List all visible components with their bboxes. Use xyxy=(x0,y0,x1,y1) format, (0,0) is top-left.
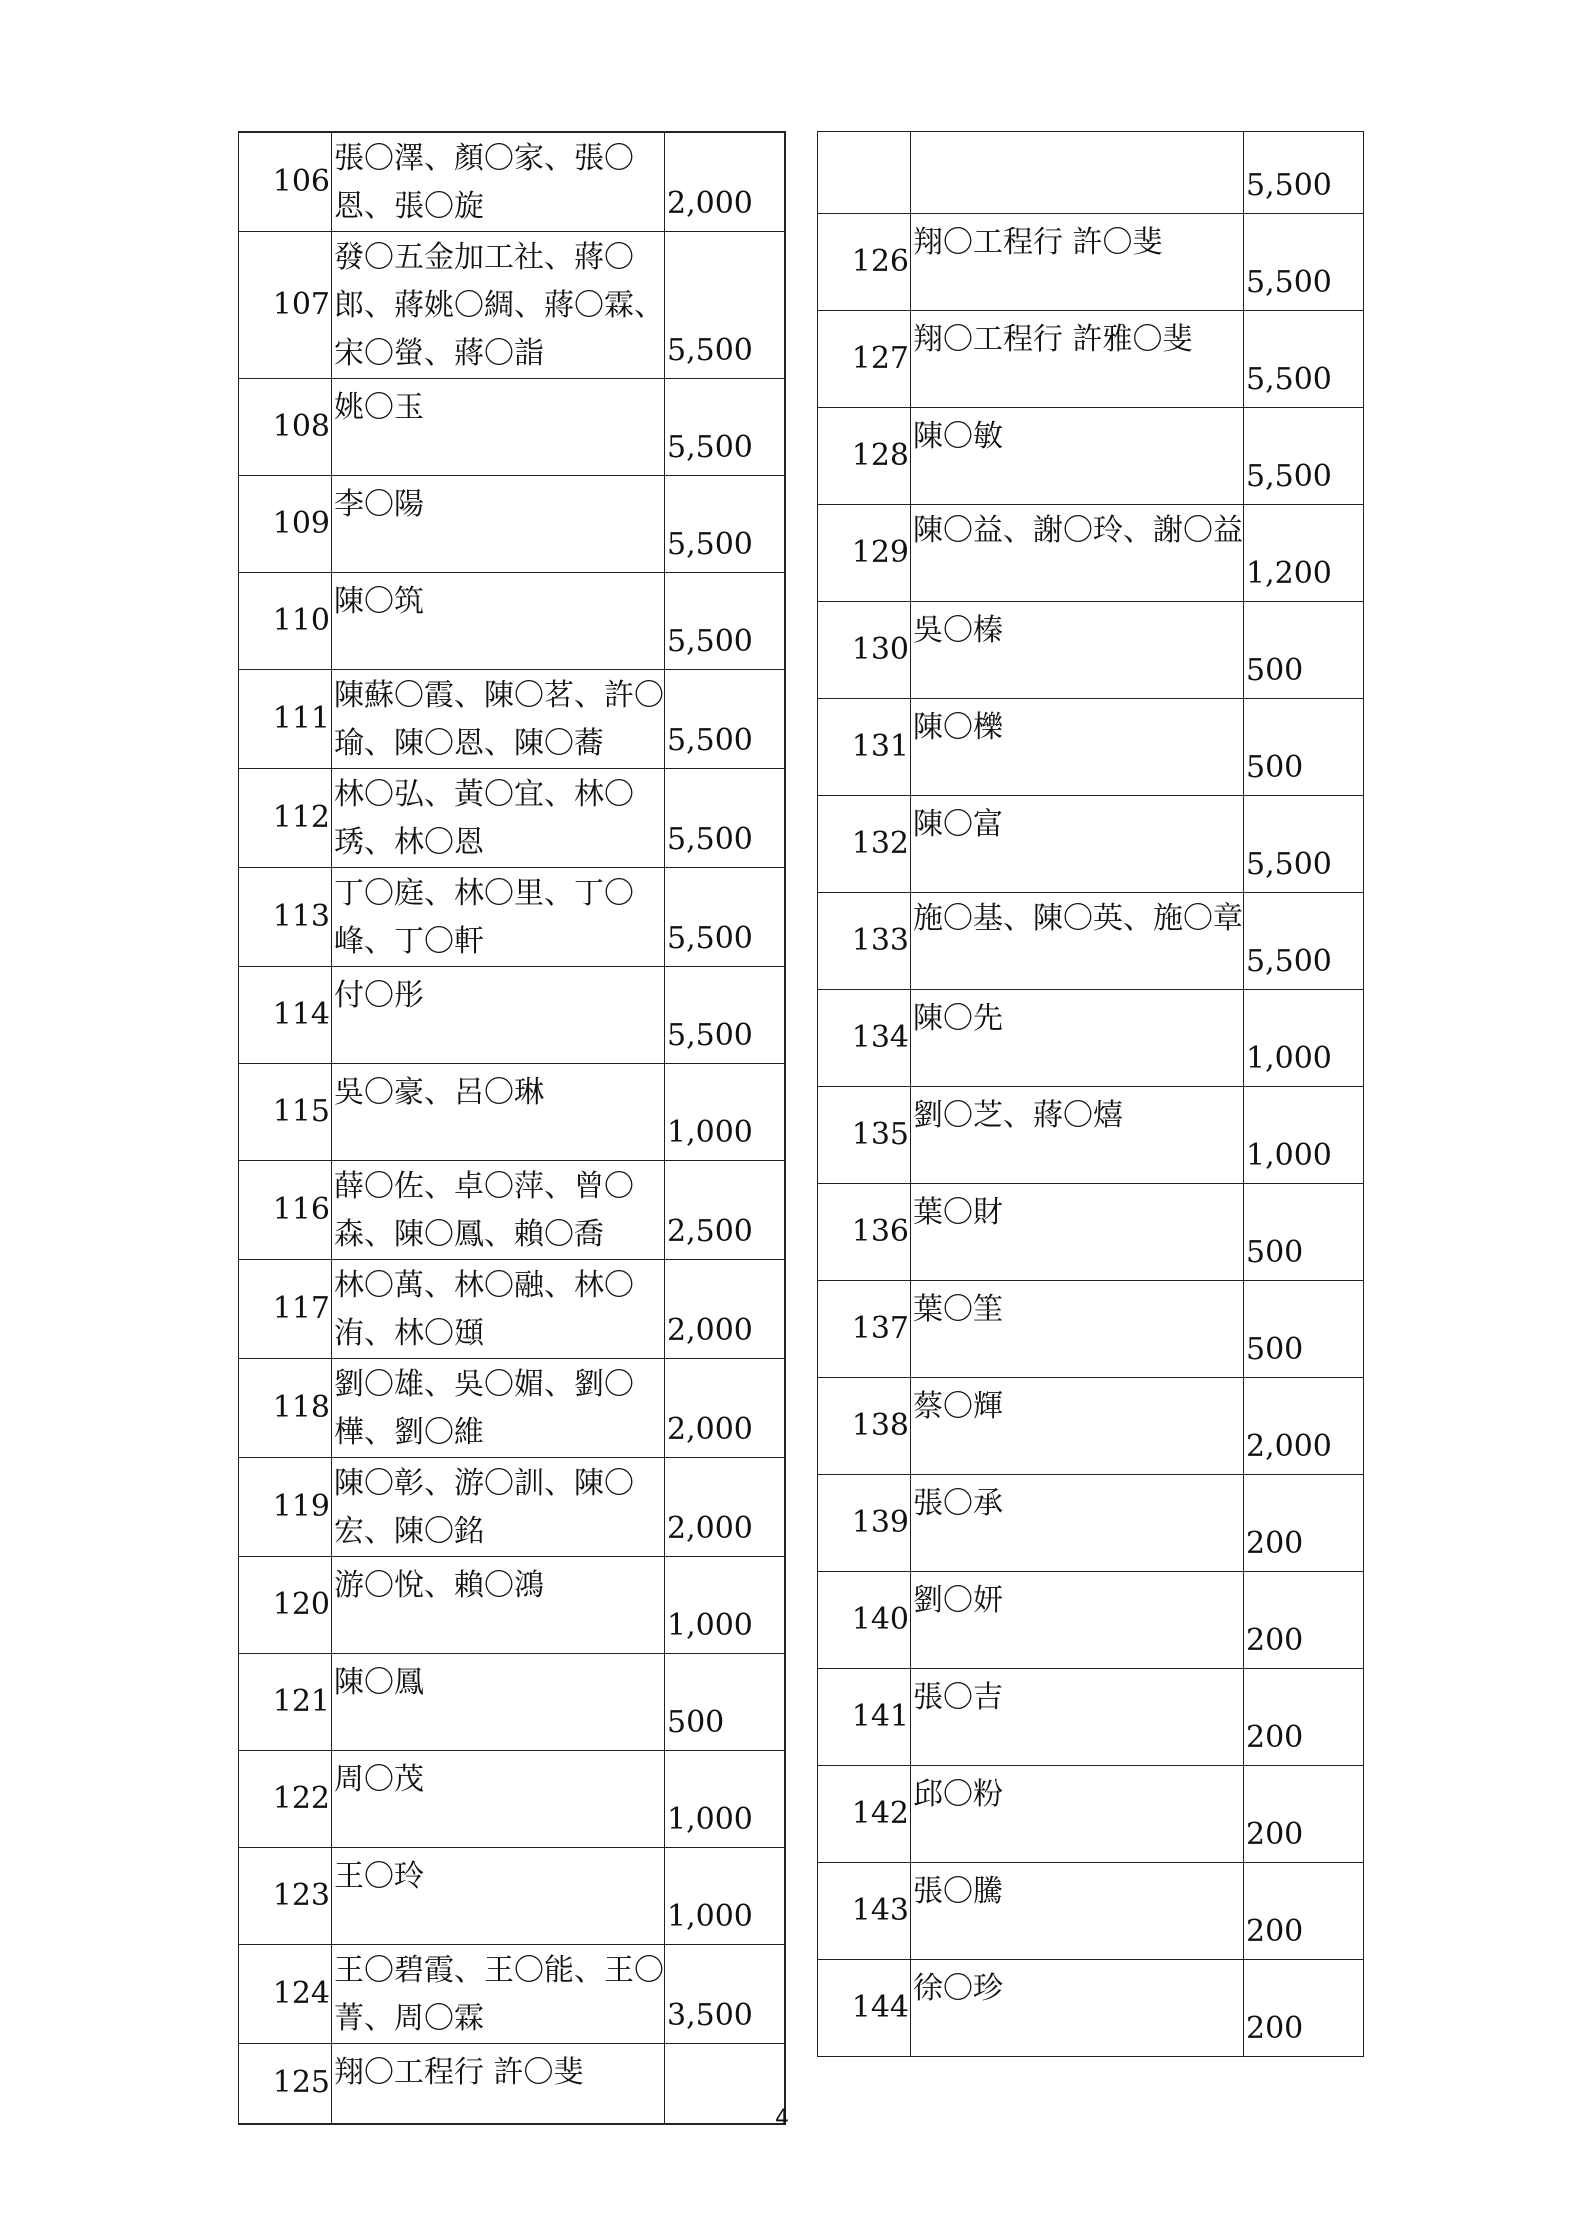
donor-names: 周〇茂 xyxy=(332,1751,665,1848)
table-row xyxy=(239,1654,785,1751)
row-number: 139 xyxy=(818,1475,911,1572)
donor-names: 發〇五金加工社、蔣〇郎、蔣姚〇綢、蔣〇霖、宋〇螢、蔣〇詣 xyxy=(332,232,665,379)
donor-names: 林〇萬、林〇融、林〇洧、林〇頲 xyxy=(332,1260,665,1359)
donor-names: 葉〇財 xyxy=(911,1184,1244,1281)
table-row xyxy=(239,1848,785,1945)
row-number: 114 xyxy=(239,967,332,1064)
donation-amount: 5,500 xyxy=(665,573,785,670)
donation-amount: 1,000 xyxy=(665,1557,785,1654)
table-row xyxy=(239,868,785,967)
donor-names: 李〇陽 xyxy=(332,476,665,573)
table-row xyxy=(818,132,1364,214)
table-row xyxy=(818,1669,1364,1766)
donation-amount: 500 xyxy=(665,1654,785,1751)
donor-names xyxy=(911,132,1244,214)
donor-names: 張〇吉 xyxy=(911,1669,1244,1766)
donor-names: 葉〇筀 xyxy=(911,1281,1244,1378)
table-row xyxy=(239,1557,785,1654)
table-row xyxy=(818,311,1364,408)
row-number: 113 xyxy=(239,868,332,967)
donor-names: 施〇基、陳〇英、施〇章 xyxy=(911,893,1244,990)
donor-names: 陳〇鳳 xyxy=(332,1654,665,1751)
row-number: 111 xyxy=(239,670,332,769)
table-row xyxy=(818,796,1364,893)
donor-names: 付〇彤 xyxy=(332,967,665,1064)
donor-names: 吳〇榛 xyxy=(911,602,1244,699)
table-row xyxy=(818,893,1364,990)
table-row xyxy=(818,1281,1364,1378)
donation-amount: 5,500 xyxy=(1244,132,1364,214)
donor-names: 張〇澤、顏〇家、張〇恩、張〇旋 xyxy=(332,132,665,232)
table-row xyxy=(239,1359,785,1458)
donation-amount: 200 xyxy=(1244,1572,1364,1669)
donation-amount: 1,000 xyxy=(665,1064,785,1161)
table-row xyxy=(239,1161,785,1260)
donation-amount: 1,000 xyxy=(1244,1087,1364,1184)
donation-amount xyxy=(665,2044,785,2124)
row-number: 121 xyxy=(239,1654,332,1751)
donor-names: 邱〇粉 xyxy=(911,1766,1244,1863)
table-row xyxy=(239,573,785,670)
donation-amount: 500 xyxy=(1244,602,1364,699)
table-row xyxy=(239,476,785,573)
row-number: 124 xyxy=(239,1945,332,2044)
donation-amount: 1,000 xyxy=(665,1751,785,1848)
row-number: 106 xyxy=(239,132,332,232)
row-number: 125 xyxy=(239,2044,332,2124)
donation-amount: 200 xyxy=(1244,1669,1364,1766)
row-number: 110 xyxy=(239,573,332,670)
table-row xyxy=(818,1766,1364,1863)
donor-names: 薛〇佐、卓〇萍、曾〇森、陳〇鳳、賴〇喬 xyxy=(332,1161,665,1260)
row-number: 143 xyxy=(818,1863,911,1960)
table-row xyxy=(239,1458,785,1557)
row-number: 112 xyxy=(239,769,332,868)
table-row xyxy=(818,1960,1364,2057)
donation-amount: 5,500 xyxy=(665,769,785,868)
donation-amount: 2,000 xyxy=(665,1260,785,1359)
row-number: 122 xyxy=(239,1751,332,1848)
donor-names: 丁〇庭、林〇里、丁〇峰、丁〇軒 xyxy=(332,868,665,967)
table-row xyxy=(239,1064,785,1161)
table-row xyxy=(239,379,785,476)
donor-names: 陳〇筑 xyxy=(332,573,665,670)
donation-amount: 5,500 xyxy=(665,232,785,379)
donation-amount: 3,500 xyxy=(665,1945,785,2044)
table-row xyxy=(239,769,785,868)
donation-amount: 5,500 xyxy=(1244,408,1364,505)
row-number: 132 xyxy=(818,796,911,893)
table-row xyxy=(818,1475,1364,1572)
donation-amount: 200 xyxy=(1244,1475,1364,1572)
table-row xyxy=(239,670,785,769)
table-row xyxy=(239,132,785,232)
table-row xyxy=(818,1184,1364,1281)
table-row xyxy=(239,967,785,1064)
donation-amount: 5,500 xyxy=(1244,214,1364,311)
row-number xyxy=(818,132,911,214)
row-number: 137 xyxy=(818,1281,911,1378)
table-row xyxy=(818,602,1364,699)
donation-amount: 200 xyxy=(1244,1863,1364,1960)
table-row xyxy=(818,1863,1364,1960)
donor-names: 張〇承 xyxy=(911,1475,1244,1572)
donation-amount: 5,500 xyxy=(1244,893,1364,990)
row-number: 108 xyxy=(239,379,332,476)
row-number: 120 xyxy=(239,1557,332,1654)
table-row xyxy=(818,408,1364,505)
donor-names: 陳〇富 xyxy=(911,796,1244,893)
donor-names: 陳〇櫟 xyxy=(911,699,1244,796)
donor-names: 陳〇敏 xyxy=(911,408,1244,505)
donor-names: 翔〇工程行 許〇斐 xyxy=(911,214,1244,311)
donation-amount: 2,000 xyxy=(1244,1378,1364,1475)
donor-names: 陳〇益、謝〇玲、謝〇益 xyxy=(911,505,1244,602)
table-row xyxy=(239,232,785,379)
donor-names: 陳蘇〇霞、陳〇茗、許〇瑜、陳〇恩、陳〇蕎 xyxy=(332,670,665,769)
donation-amount: 5,500 xyxy=(665,967,785,1064)
row-number: 116 xyxy=(239,1161,332,1260)
table-row xyxy=(818,1378,1364,1475)
row-number: 129 xyxy=(818,505,911,602)
donation-amount: 5,500 xyxy=(665,670,785,769)
donor-names: 徐〇珍 xyxy=(911,1960,1244,2057)
row-number: 140 xyxy=(818,1572,911,1669)
donor-names: 翔〇工程行 許〇斐 xyxy=(332,2044,665,2124)
row-number: 115 xyxy=(239,1064,332,1161)
donation-amount: 5,500 xyxy=(665,379,785,476)
donation-amount: 2,000 xyxy=(665,132,785,232)
table-row xyxy=(818,990,1364,1087)
donation-amount: 1,000 xyxy=(665,1848,785,1945)
row-number: 131 xyxy=(818,699,911,796)
donor-names: 劉〇雄、吳〇媚、劉〇樺、劉〇維 xyxy=(332,1359,665,1458)
row-number: 142 xyxy=(818,1766,911,1863)
donation-table-right xyxy=(817,131,1364,2057)
table-row xyxy=(239,1945,785,2044)
row-number: 133 xyxy=(818,893,911,990)
row-number: 138 xyxy=(818,1378,911,1475)
donation-amount: 5,500 xyxy=(665,868,785,967)
donation-amount: 500 xyxy=(1244,1281,1364,1378)
table-row xyxy=(818,505,1364,602)
page-number: 4 xyxy=(775,2106,789,2131)
donor-names: 王〇碧霞、王〇能、王〇菁、周〇霖 xyxy=(332,1945,665,2044)
donation-amount: 1,200 xyxy=(1244,505,1364,602)
row-number: 127 xyxy=(818,311,911,408)
table-row xyxy=(818,1087,1364,1184)
donation-amount: 5,500 xyxy=(1244,796,1364,893)
row-number: 144 xyxy=(818,1960,911,2057)
donor-names: 劉〇芝、蔣〇熺 xyxy=(911,1087,1244,1184)
donor-names: 翔〇工程行 許雅〇斐 xyxy=(911,311,1244,408)
row-number: 130 xyxy=(818,602,911,699)
donation-amount: 200 xyxy=(1244,1766,1364,1863)
row-number: 119 xyxy=(239,1458,332,1557)
table-row xyxy=(239,1260,785,1359)
row-number: 107 xyxy=(239,232,332,379)
donor-names: 陳〇先 xyxy=(911,990,1244,1087)
donor-names: 陳〇彰、游〇訓、陳〇宏、陳〇銘 xyxy=(332,1458,665,1557)
row-number: 134 xyxy=(818,990,911,1087)
donor-names: 王〇玲 xyxy=(332,1848,665,1945)
donation-amount: 2,000 xyxy=(665,1359,785,1458)
row-number: 128 xyxy=(818,408,911,505)
table-row xyxy=(239,2044,785,2124)
donor-names: 林〇弘、黃〇宜、林〇琇、林〇恩 xyxy=(332,769,665,868)
row-number: 109 xyxy=(239,476,332,573)
donation-amount: 500 xyxy=(1244,1184,1364,1281)
row-number: 126 xyxy=(818,214,911,311)
row-number: 123 xyxy=(239,1848,332,1945)
table-row xyxy=(818,699,1364,796)
donation-amount: 1,000 xyxy=(1244,990,1364,1087)
table-row xyxy=(818,214,1364,311)
donor-names: 姚〇玉 xyxy=(332,379,665,476)
donor-names: 劉〇妍 xyxy=(911,1572,1244,1669)
donor-names: 蔡〇輝 xyxy=(911,1378,1244,1475)
row-number: 141 xyxy=(818,1669,911,1766)
donor-names: 游〇悅、賴〇鴻 xyxy=(332,1557,665,1654)
donation-amount: 5,500 xyxy=(665,476,785,573)
row-number: 118 xyxy=(239,1359,332,1458)
donor-names: 吳〇豪、呂〇琳 xyxy=(332,1064,665,1161)
row-number: 117 xyxy=(239,1260,332,1359)
donation-amount: 5,500 xyxy=(1244,311,1364,408)
table-row xyxy=(239,1751,785,1848)
table-row xyxy=(818,1572,1364,1669)
donation-amount: 200 xyxy=(1244,1960,1364,2057)
donation-amount: 2,500 xyxy=(665,1161,785,1260)
donation-table-left xyxy=(238,131,786,2125)
donation-amount: 2,000 xyxy=(665,1458,785,1557)
donation-amount: 500 xyxy=(1244,699,1364,796)
donor-names: 張〇騰 xyxy=(911,1863,1244,1960)
row-number: 136 xyxy=(818,1184,911,1281)
row-number: 135 xyxy=(818,1087,911,1184)
